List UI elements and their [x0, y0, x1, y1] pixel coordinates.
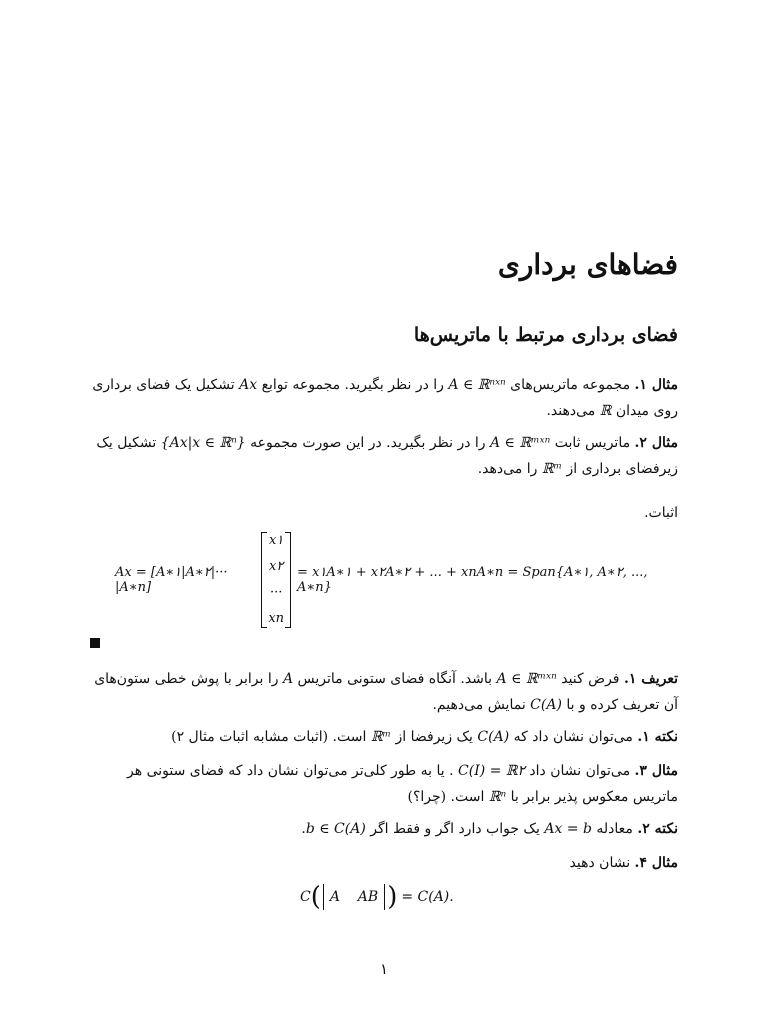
note-2	[88, 816, 678, 842]
vector-entry: xn	[268, 611, 285, 626]
note-1-math-2: ℝᵐ	[370, 729, 392, 745]
example-2	[88, 430, 678, 482]
note-1-text-1: می‌توان نشان داد که	[513, 729, 633, 745]
example-1-label: مثال ۱.	[634, 377, 678, 393]
example-2-label: مثال ۲.	[634, 435, 678, 451]
definition-1-text-1: فرض کنید	[561, 671, 620, 687]
example-1-text-3: تشکیل یک فضای برداری روی میدان	[92, 377, 678, 419]
example-1-text-2: را در نظر بگیرید. مجموعه توابع	[261, 377, 444, 393]
equation-rhs: = C(A).	[401, 889, 454, 905]
right-paren: )	[387, 882, 398, 912]
vector-entry: x۱	[269, 533, 284, 548]
equation-rhs: = x۱A∗۱ + x۲A∗۲ + ... + xnA∗n = Span{A∗۱, A∗۲, ..., A∗n}	[297, 565, 648, 595]
section-title: فضای برداری مرتبط با ماتریس‌ها	[413, 324, 678, 346]
example-4-label: مثال ۴.	[634, 855, 678, 871]
equation-c: C	[300, 889, 311, 905]
note-1-text-3: است. (اثبات مشابه اثبات مثال ۲)	[171, 729, 367, 745]
page-number: ۱	[379, 960, 389, 978]
note-2-text-2: یک جواب دارد اگر و فقط اگر	[370, 821, 540, 837]
proof-label: اثبات.	[644, 505, 678, 521]
note-1-label: نکته ۱.	[637, 729, 678, 745]
qed-square-icon	[90, 638, 100, 648]
example-3-label: مثال ۳.	[634, 763, 678, 779]
equation-column-space-ab	[300, 884, 500, 910]
definition-1-label: تعریف ۱.	[623, 671, 678, 687]
example-3	[88, 758, 678, 810]
example-2-math-2: {Ax|x ∈ ℝⁿ}	[160, 435, 246, 451]
example-1	[88, 372, 678, 424]
note-1	[88, 724, 678, 750]
definition-1-text-4: نمایش می‌دهیم.	[432, 697, 526, 713]
definition-1-math-3: C(A)	[530, 697, 562, 713]
note-2-text-3: .	[301, 821, 306, 837]
example-1-text-4: می‌دهند.	[546, 403, 596, 419]
example-1-math-2: Ax	[239, 377, 258, 393]
note-1-math-1: C(A)	[477, 729, 510, 745]
definition-1	[88, 666, 678, 718]
example-4	[88, 850, 678, 876]
example-1-math-3: ℝ	[599, 403, 612, 419]
definition-1-text-2: باشد. آنگاه فضای ستونی ماتریس	[297, 671, 493, 687]
note-2-label: نکته ۲.	[637, 821, 678, 837]
definition-1-math-1: A ∈ ℝᵐˣⁿ	[496, 671, 557, 687]
example-2-text-1: ماتریس ثابت	[554, 435, 631, 451]
vector-entry: x۲	[269, 559, 284, 574]
example-2-text-2: را در نظر بگیرید. در این صورت مجموعه	[250, 435, 486, 451]
vector-entry: ···	[269, 585, 283, 600]
example-2-text-3: تشکیل یک زیرفضای برداری از	[96, 435, 678, 477]
example-3-math-1: C(I) = ℝ۲	[458, 763, 525, 779]
example-3-text-2: . یا به طور کلی‌تر می‌توان نشان داد که فضای ستونی هر ماتریس معکوس پذیر برابر با	[127, 763, 678, 805]
definition-1-math-2: A	[282, 671, 294, 687]
example-1-math-1: A ∈ ℝⁿˣⁿ	[448, 377, 506, 393]
example-3-text-1: می‌توان نشان داد	[529, 763, 631, 779]
note-2-math-1: Ax = b	[544, 821, 592, 837]
example-1-text-1: مجموعه ماتریس‌های	[510, 377, 631, 393]
note-1-text-2: یک زیرفضا از	[395, 729, 473, 745]
definition-1-text-3: را برابر با پوش خطی ستون‌های آن تعریف کرده و با	[94, 671, 678, 713]
block-matrix: A AB	[323, 884, 385, 910]
example-3-math-2: ℝⁿ	[488, 789, 507, 805]
note-2-math-2: b ∈ C(A)	[305, 821, 366, 837]
example-2-math-1: A ∈ ℝᵐˣⁿ	[490, 435, 551, 451]
equation-lhs: Ax = [A∗۱|A∗۲|··· |A∗n]	[115, 565, 228, 595]
example-2-text-4: را می‌دهد.	[477, 461, 538, 477]
example-4-text-1: نشان دهید	[569, 855, 631, 871]
chapter-title: فضاهای برداری	[497, 248, 678, 281]
column-vector-x	[261, 532, 291, 628]
example-2-math-3: ℝᵐ	[541, 461, 563, 477]
note-2-text-1: معادله	[596, 821, 633, 837]
equation-column-span	[115, 530, 655, 630]
example-3-text-3: است. (چرا؟)	[407, 789, 485, 805]
left-paren: (	[310, 882, 321, 912]
